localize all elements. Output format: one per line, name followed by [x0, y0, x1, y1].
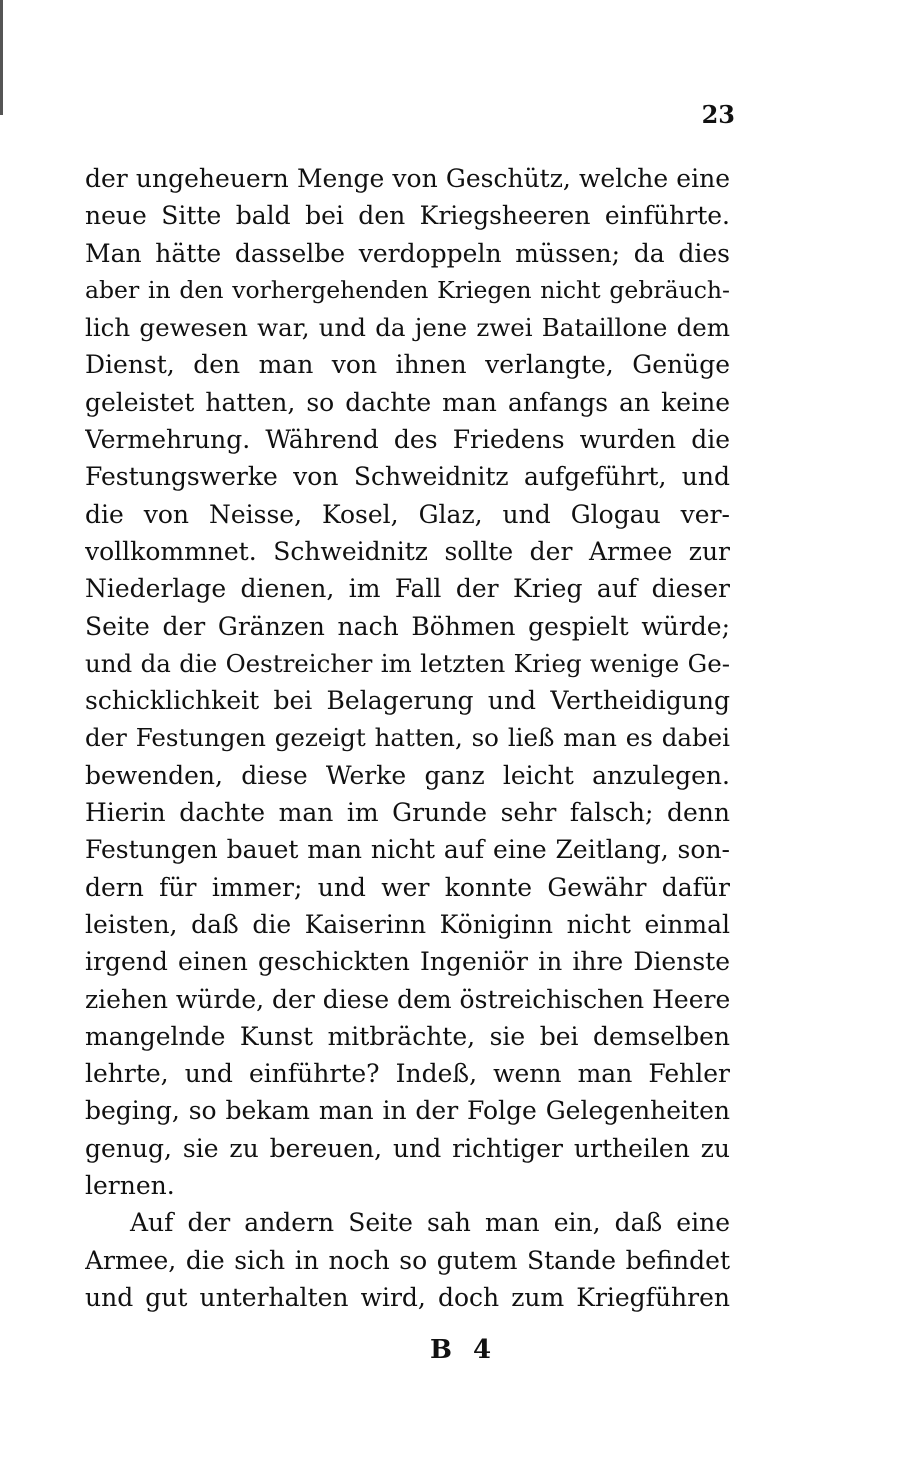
text-line: vollkommnet. Schweidnitz sollte der Armee zur	[85, 536, 730, 566]
text-line: der Festungen gezeigt hatten, so ließ man es dabei	[85, 723, 730, 753]
text-line: lernen.	[85, 1171, 175, 1201]
text-line: schicklichkeit bei Belagerung und Vertheidigung	[85, 686, 730, 716]
body-text	[85, 160, 730, 1316]
text-line: Dienst, den man von ihnen verlangte, Genüge	[85, 350, 730, 380]
text-line: ziehen würde, der diese dem östreichischen Heere	[85, 984, 730, 1014]
text-line: neue Sitte bald bei den Kriegsheeren einführte.	[85, 201, 730, 231]
text-line: Auf der andern Seite sah man ein, daß eine	[130, 1208, 730, 1238]
text-line: genug, sie zu bereuen, und richtiger urtheilen zu	[85, 1133, 730, 1163]
text-line: Festungen bauet man nicht auf eine Zeitlang, son-	[85, 835, 730, 865]
text-line: und da die Oestreicher im letzten Krieg wenige Ge-	[85, 648, 730, 678]
text-line: Hierin dachte man im Grunde sehr falsch; denn	[85, 798, 730, 828]
text-line: leisten, daß die Kaiserinn Königinn nicht einmal	[85, 909, 730, 939]
text-line: dern für immer; und wer konnte Gewähr dafür	[85, 872, 730, 902]
text-line: Festungswerke von Schweidnitz aufgeführt, und	[85, 462, 730, 492]
text-line: die von Neisse, Kosel, Glaz, und Glogau ver-	[85, 499, 730, 529]
text-line: Armee, die sich in noch so gutem Stande befindet	[85, 1245, 730, 1275]
scan-edge-mark	[0, 0, 3, 115]
text-line: Man hätte dasselbe verdoppeln müssen; da dies	[85, 238, 730, 268]
text-line: beging, so bekam man in der Folge Gelegenheiten	[85, 1096, 730, 1126]
text-line: Niederlage dienen, im Fall der Krieg auf dieser	[85, 574, 730, 604]
text-line: mangelnde Kunst mitbrächte, sie bei demselben	[85, 1021, 730, 1051]
text-line: Vermehrung. Während des Friedens wurden die	[85, 425, 730, 455]
text-line: der ungeheuern Menge von Geschütz, welche eine	[85, 164, 730, 193]
signature-mark: B 4	[430, 1335, 498, 1365]
text-line: lehrte, und einführte? Indeß, wenn man Fehler	[85, 1059, 730, 1089]
text-line: bewenden, diese Werke ganz leicht anzulegen.	[85, 760, 730, 790]
text-line: und gut unterhalten wird, doch zum Kriegführen	[85, 1282, 730, 1312]
text-line: Seite der Gränzen nach Böhmen gespielt würde;	[85, 611, 730, 641]
text-line: geleistet hatten, so dachte man anfangs an keine	[85, 387, 730, 417]
page-number: 23	[701, 100, 735, 129]
text-line: irgend einen geschickten Ingeniör in ihre Dienste	[85, 947, 730, 977]
text-line: aber in den vorhergehenden Kriegen nicht gebräuch-	[85, 275, 730, 304]
text-line: lich gewesen war, und da jene zwei Bataillone dem	[85, 313, 730, 343]
